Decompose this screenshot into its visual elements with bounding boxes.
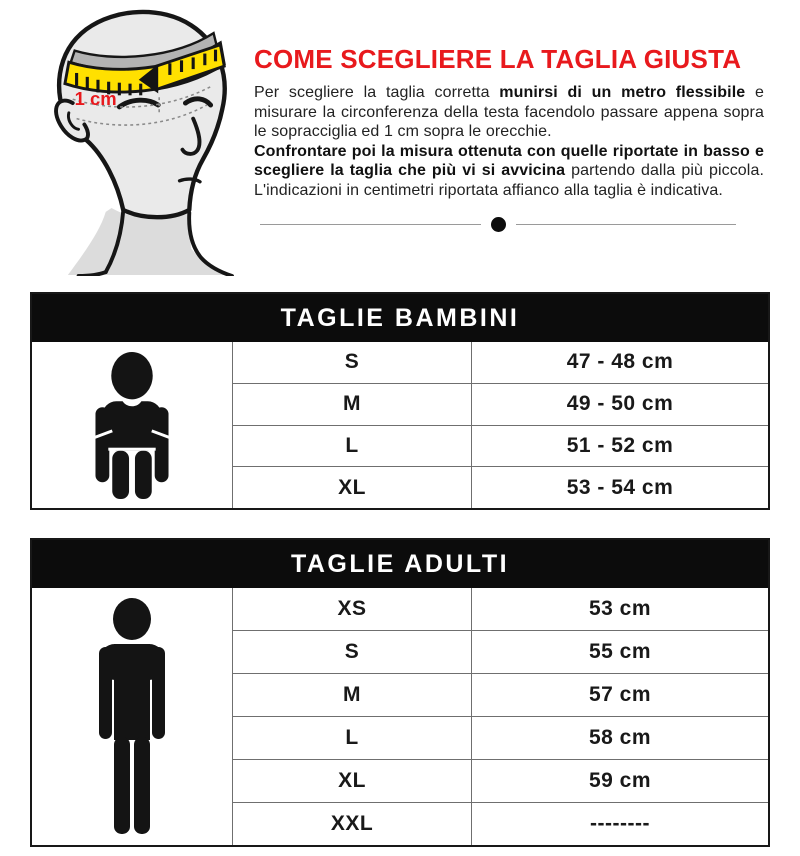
size-value: 47 - 48 cm — [566, 350, 674, 374]
size-value: 58 cm — [588, 726, 652, 749]
intro-section — [0, 0, 800, 292]
size-value: 53 cm — [588, 597, 652, 620]
head-measure-illustration — [0, 0, 246, 292]
size-value: 51 - 52 cm — [566, 433, 674, 457]
size-label: L — [233, 426, 472, 467]
child-icon-cell — [32, 342, 233, 508]
size-value: 57 cm — [588, 683, 652, 706]
size-label: XL — [233, 760, 472, 802]
intro-bold-1: munirsi di un metro flessibile — [499, 84, 746, 101]
intro-text-3: partendo dalla più piccola. L'indicazioni in centimetri riportata affianco alla taglia è indicativa. — [254, 162, 764, 199]
size-label: L — [233, 717, 472, 759]
divider-dot-icon — [491, 217, 506, 232]
size-value: 53 - 54 cm — [566, 475, 674, 499]
size-label: XS — [233, 588, 472, 630]
child-icon — [84, 349, 180, 501]
bambini-rows — [233, 342, 768, 508]
bambini-size-table — [30, 292, 770, 510]
table-row — [233, 759, 768, 802]
size-value: 59 cm — [588, 769, 652, 792]
adult-icon — [93, 597, 171, 837]
intro-text-2: e misurare la circonferenza della testa facendolo passare appena sopra le sopracciglia ed 1 cm sopra le orecchie. — [254, 84, 765, 140]
table-row — [233, 425, 768, 467]
table-row — [233, 630, 768, 673]
page-title: COME SCEGLIERE LA TAGLIA GIUSTA — [254, 44, 742, 74]
size-value: 49 - 50 cm — [566, 392, 674, 416]
divider-line-right — [516, 224, 737, 225]
intro-text-1: Per scegliere la taglia corretta — [254, 84, 500, 101]
divider-line-left — [260, 224, 481, 225]
table-row — [233, 716, 768, 759]
intro-bold-2: Confrontare poi la misura ottenuta con quelle riportate in basso e scegliere la taglia che più vi si avvicina — [254, 142, 764, 179]
bambini-table-title: TAGLIE BAMBINI — [32, 294, 768, 342]
table-row — [233, 466, 768, 508]
size-label: M — [233, 384, 472, 425]
size-label: S — [233, 631, 472, 673]
size-label: XXL — [233, 803, 472, 845]
size-value: -------- — [590, 812, 650, 835]
table-row — [233, 802, 768, 845]
table-row — [233, 673, 768, 716]
table-row — [233, 383, 768, 425]
size-label: XL — [233, 467, 472, 508]
intro-paragraph — [254, 83, 764, 200]
size-value: 55 cm — [588, 640, 652, 663]
one-cm-label: 1 cm — [74, 88, 117, 110]
size-label: M — [233, 674, 472, 716]
adulti-size-table — [30, 538, 770, 847]
adult-icon-cell — [32, 588, 233, 845]
section-divider — [260, 217, 736, 232]
size-label: S — [233, 342, 472, 383]
table-row — [233, 342, 768, 383]
adulti-rows — [233, 588, 768, 845]
table-row — [233, 588, 768, 630]
adulti-table-title: TAGLIE ADULTI — [32, 540, 768, 588]
head-with-tape-icon — [12, 4, 250, 276]
